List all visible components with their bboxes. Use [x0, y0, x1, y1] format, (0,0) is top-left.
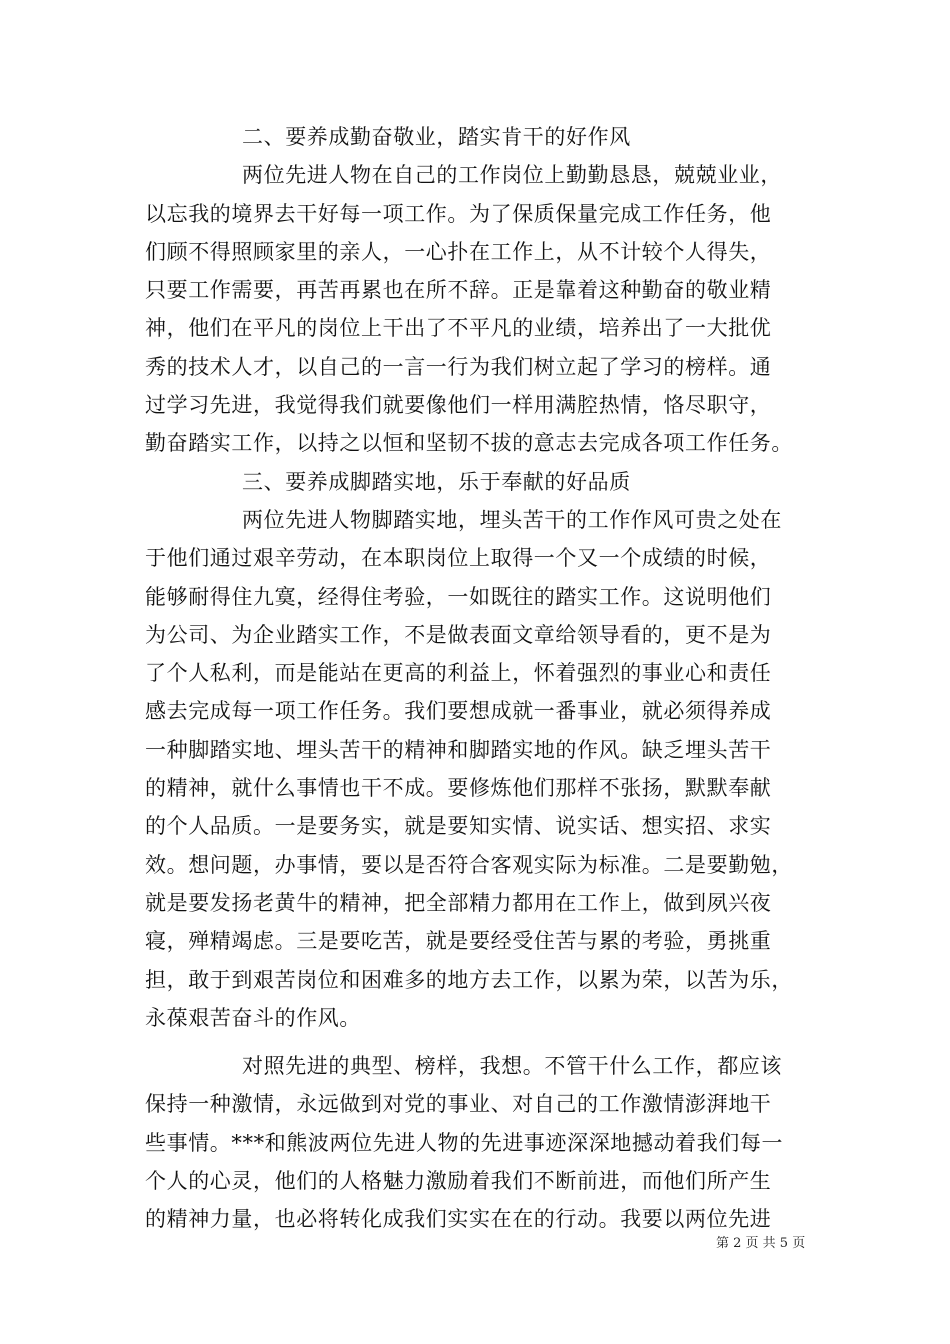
text-line: 永葆艰苦奋斗的作风。 — [145, 1005, 361, 1030]
text-line: 过学习先进，我觉得我们就要像他们一样用满腔热情，恪尽职守， — [145, 393, 772, 418]
text-line: 勤奋踏实工作，以持之以恒和坚韧不拔的意志去完成各项工作任务。 — [145, 431, 793, 456]
text-line: 效。想问题，办事情，要以是否符合客观实际为标准。二是要勤勉， — [145, 852, 793, 877]
text-line: 一种脚踏实地、埋头苦干的精神和脚踏实地的作风。缺乏埋头苦干 — [145, 737, 772, 762]
text-line: 感去完成每一项工作任务。我们要想成就一番事业，就必须得养成 — [145, 699, 772, 724]
text-line: 以忘我的境界去干好每一项工作。为了保质保量完成工作任务，他 — [145, 201, 772, 226]
text-line: 担，敢于到艰苦岗位和困难多的地方去工作，以累为荣，以苦为乐， — [145, 967, 793, 992]
text-line: 保持一种激情，永远做到对党的事业、对自己的工作激情澎湃地干 — [145, 1092, 772, 1117]
text-line: 的精神，就什么事情也干不成。要修炼他们那样不张扬，默默奉献 — [145, 776, 772, 801]
text-line: 二、要养成勤奋敬业，踏实肯干的好作风 — [242, 125, 631, 149]
text-line: 对照先进的典型、榜样，我想。不管干什么工作，都应该 — [242, 1054, 782, 1079]
paragraph-gap — [145, 1037, 825, 1047]
document-body — [145, 118, 825, 1239]
text-line: 神，他们在平凡的岗位上干出了不平凡的业绩，培养出了一大批优 — [145, 316, 772, 341]
page-footer: 第 2 页 共 5 页 — [716, 1236, 806, 1251]
text-line: 两位先进人物脚踏实地，埋头苦干的工作作风可贵之处在 — [242, 507, 782, 532]
text-line: 就是要发扬老黄牛的精神，把全部精力都用在工作上，做到夙兴夜 — [145, 890, 772, 915]
text-line: 秀的技术人才，以自己的一言一行为我们树立起了学习的榜样。通 — [145, 354, 772, 379]
text-line: 的精神力量，也必将转化成我们实实在在的行动。我要以两位先进 — [145, 1207, 772, 1232]
text-line: 们顾不得照顾家里的亲人，一心扑在工作上，从不计较个人得失， — [145, 239, 772, 264]
text-line: 了个人私利，而是能站在更高的利益上，怀着强烈的事业心和责任 — [145, 661, 772, 686]
text-line: 于他们通过艰辛劳动，在本职岗位上取得一个又一个成绩的时候， — [145, 546, 772, 571]
text-line: 两位先进人物在自己的工作岗位上勤勤恳恳，兢兢业业， — [242, 163, 782, 188]
text-line: 些事情。***和熊波两位先进人物的先进事迹深深地撼动着我们每一 — [145, 1130, 784, 1155]
text-line: 为公司、为企业踏实工作，不是做表面文章给领导看的，更不是为 — [145, 622, 772, 647]
text-line: 寝，殚精竭虑。三是要吃苦，就是要经受住苦与累的考验，勇挑重 — [145, 929, 772, 954]
text-line: 个人的心灵，他们的人格魅力激励着我们不断前进，而他们所产生 — [145, 1169, 772, 1194]
text-line: 能够耐得住九寞，经得住考验，一如既往的踏实工作。这说明他们 — [145, 584, 772, 609]
text-line: 三、要养成脚踏实地，乐于奉献的好品质 — [242, 469, 631, 494]
text-line: 只要工作需要，再苦再累也在所不辞。正是靠着这种勤奋的敬业精 — [145, 278, 772, 303]
text-line: 的个人品质。一是要务实，就是要知实情、说实话、想实招、求实 — [145, 814, 772, 839]
